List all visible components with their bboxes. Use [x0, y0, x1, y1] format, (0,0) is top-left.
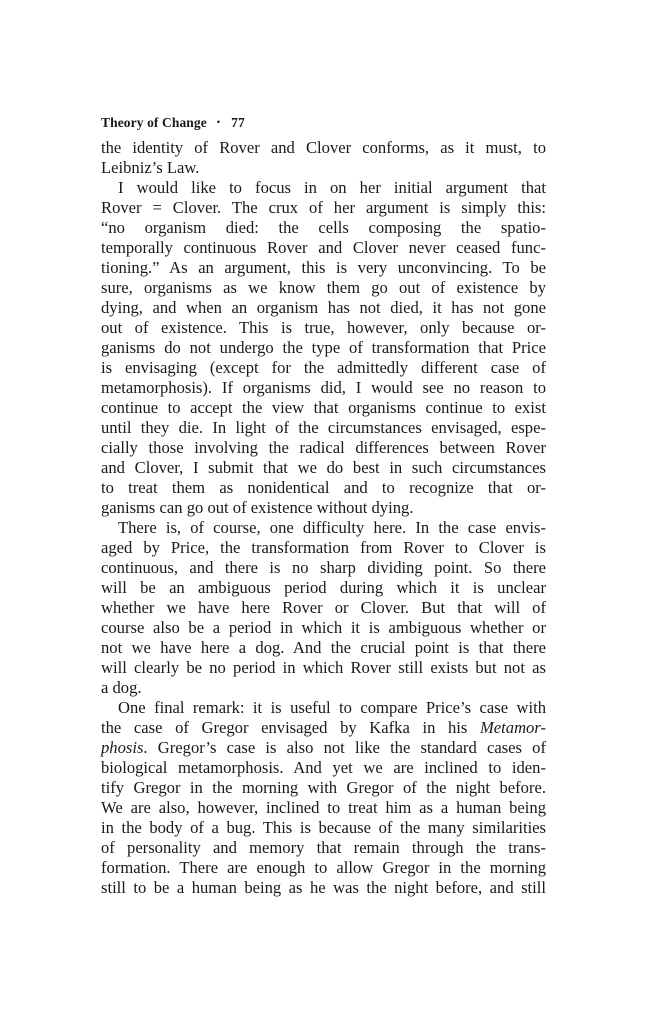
body-text — [101, 138, 546, 898]
line-text: whether we have here Rover or Clover. But that will of — [101, 598, 546, 617]
text-line — [101, 498, 546, 518]
running-head — [101, 112, 546, 138]
line-text: dying, and when an organism has not died, it has not gone — [101, 298, 546, 317]
text-line — [101, 138, 546, 158]
text-line — [101, 718, 546, 738]
line-text: will be an ambiguous period during which it is unclear — [101, 578, 546, 597]
line-text: biological metamorphosis. And yet we are inclined to iden- — [101, 758, 546, 777]
text-line — [101, 458, 546, 478]
text-line — [101, 618, 546, 638]
text-line — [101, 218, 546, 238]
line-text: Rover = Clover. The crux of her argument is simply this: — [101, 198, 546, 217]
text-line — [101, 418, 546, 438]
text-line — [101, 558, 546, 578]
text-line — [101, 158, 546, 178]
line-text: and Clover, I submit that we do best in such circumstances — [101, 458, 546, 477]
line-text: metamorphosis). If organisms did, I would see no reason to — [101, 378, 546, 397]
text-line — [101, 778, 546, 798]
line-text: We are also, however, inclined to treat him as a human being — [101, 798, 546, 817]
line-text: continue to accept the view that organisms continue to exist — [101, 398, 546, 417]
text-line — [101, 678, 546, 698]
text-line — [101, 838, 546, 858]
page-number: 77 — [231, 115, 245, 130]
line-text: not we have here a dog. And the crucial point is that there — [101, 638, 546, 657]
italic-title: phosis — [101, 738, 144, 757]
line-text: I would like to focus in on her initial argument that — [118, 178, 546, 197]
line-text: One final remark: it is useful to compare Price’s case with — [118, 698, 546, 717]
text-line — [101, 178, 546, 198]
line-text: ganisms do not undergo the type of transformation that Price — [101, 338, 546, 357]
text-line — [101, 258, 546, 278]
line-text: “no organism died: the cells composing the spatio- — [101, 218, 546, 237]
text-line — [101, 858, 546, 878]
line-text: sure, organisms as we know them go out of existence by — [101, 278, 546, 297]
text-line — [101, 238, 546, 258]
line-text: course also be a period in which it is ambiguous whether or — [101, 618, 546, 637]
text-line — [101, 698, 546, 718]
text-line — [101, 518, 546, 538]
book-page — [101, 112, 546, 898]
line-text: . Gregor’s case is also not like the standard cases of — [143, 738, 546, 757]
line-text: There is, of course, one difficulty here. In the case envis- — [118, 518, 546, 537]
line-text: the identity of Rover and Clover conforms, as it must, to — [101, 138, 546, 157]
text-line — [101, 358, 546, 378]
line-text: will clearly be no period in which Rover still exists but not as — [101, 658, 546, 677]
line-text: tioning.” As an argument, this is very unconvincing. To be — [101, 258, 546, 277]
text-line — [101, 598, 546, 618]
line-text: the case of Gregor envisaged by Kafka in his — [101, 718, 480, 737]
line-text: in the body of a bug. This is because of the many similarities — [101, 818, 546, 837]
text-line — [101, 438, 546, 458]
line-text: cially those involving the radical differences between Rover — [101, 438, 546, 457]
text-line — [101, 798, 546, 818]
bullet-separator: • — [216, 117, 221, 127]
text-line — [101, 198, 546, 218]
text-line — [101, 758, 546, 778]
running-head-title: Theory of Change — [101, 115, 207, 130]
text-line — [101, 478, 546, 498]
line-text: ganisms can go out of existence without dying. — [101, 498, 414, 517]
text-line — [101, 398, 546, 418]
text-line — [101, 818, 546, 838]
line-text: formation. There are enough to allow Gregor in the morning — [101, 858, 546, 877]
text-line — [101, 318, 546, 338]
text-line — [101, 578, 546, 598]
text-line — [101, 278, 546, 298]
line-text: continuous, and there is no sharp dividing point. So there — [101, 558, 546, 577]
text-line — [101, 298, 546, 318]
text-line — [101, 638, 546, 658]
line-text: still to be a human being as he was the night before, and still — [101, 878, 546, 897]
text-line — [101, 338, 546, 358]
text-line — [101, 738, 546, 758]
line-text: to treat them as nonidentical and to recognize that or- — [101, 478, 546, 497]
line-text: tify Gregor in the morning with Gregor of the night before. — [101, 778, 546, 797]
line-text: temporally continuous Rover and Clover never ceased func- — [101, 238, 546, 257]
italic-title: Metamor- — [479, 718, 546, 737]
line-text: aged by Price, the transformation from Rover to Clover is — [101, 538, 546, 557]
line-text: out of existence. This is true, however, only because or- — [101, 318, 546, 337]
line-text: is envisaging (except for the admittedly different case of — [101, 358, 546, 377]
line-text: until they die. In light of the circumstances envisaged, espe- — [101, 418, 546, 437]
line-text: a dog. — [101, 678, 142, 697]
text-line — [101, 538, 546, 558]
line-text: Leibniz’s Law. — [101, 158, 200, 177]
text-line — [101, 658, 546, 678]
text-line — [101, 878, 546, 898]
text-line — [101, 378, 546, 398]
line-text: of personality and memory that remain through the trans- — [101, 838, 546, 857]
